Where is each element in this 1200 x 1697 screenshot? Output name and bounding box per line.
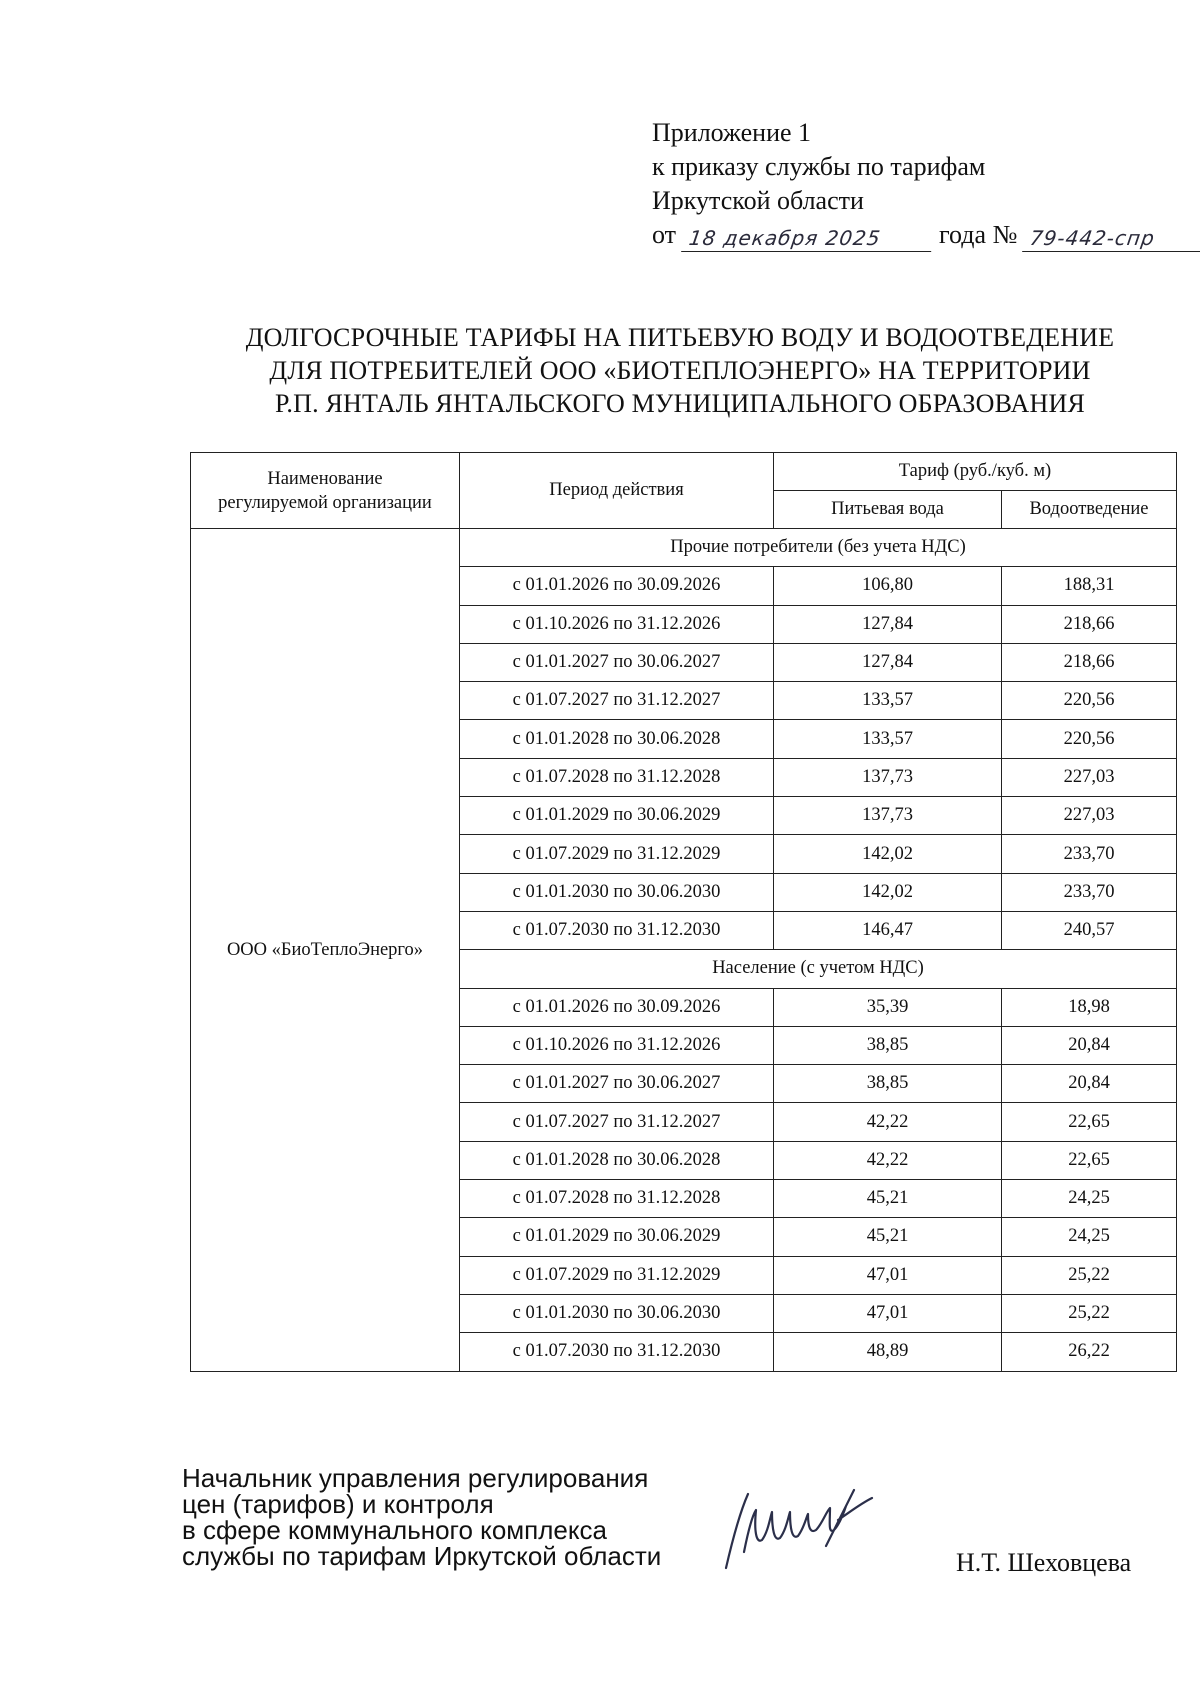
title-line-3: Р.П. ЯНТАЛЬ ЯНТАЛЬСКОГО МУНИЦИПАЛЬНОГО ОБРАЗОВАНИЯ	[274, 389, 1085, 418]
water-tariff-cell: 38,85	[774, 1065, 1002, 1103]
water-tariff-cell: 35,39	[774, 988, 1002, 1026]
period-cell: с 01.01.2029 по 30.06.2029	[460, 797, 774, 835]
title-line-1: ДОЛГОСРОЧНЫЕ ТАРИФЫ НА ПИТЬЕВУЮ ВОДУ И ВОДООТВЕДЕНИЕ	[245, 323, 1115, 352]
sewage-tariff-cell: 24,25	[1002, 1218, 1177, 1256]
sewage-tariff-cell: 233,70	[1002, 873, 1177, 911]
period-cell: с 01.01.2030 по 30.06.2030	[460, 873, 774, 911]
appendix-line-2: к приказу службы по тарифам	[652, 152, 986, 181]
order-reference	[652, 218, 1200, 252]
sewage-tariff-cell: 20,84	[1002, 1026, 1177, 1064]
water-tariff-cell: 146,47	[774, 911, 1002, 949]
period-cell: с 01.01.2029 по 30.06.2029	[460, 1218, 774, 1256]
period-cell: с 01.07.2027 по 31.12.2027	[460, 682, 774, 720]
header-org-line-2: регулируемой организации	[218, 492, 432, 513]
sewage-tariff-cell: 240,57	[1002, 911, 1177, 949]
sewage-tariff-cell: 22,65	[1002, 1103, 1177, 1141]
header-org-line-1: Наименование	[267, 468, 383, 489]
period-cell: с 01.10.2026 по 31.12.2026	[460, 1026, 774, 1064]
sewage-tariff-cell: 22,65	[1002, 1141, 1177, 1179]
water-tariff-cell: 38,85	[774, 1026, 1002, 1064]
signer-name: Н.Т. Шеховцева	[956, 1548, 1132, 1577]
section-label: Население (с учетом НДС)	[460, 950, 1177, 988]
header-sewage: Водоотведение	[1002, 491, 1177, 529]
sewage-tariff-cell: 188,31	[1002, 567, 1177, 605]
sewage-tariff-cell: 18,98	[1002, 988, 1177, 1026]
handwritten-order-number: 79-442-спр	[1022, 225, 1200, 252]
period-cell: с 01.01.2027 по 30.06.2027	[460, 1065, 774, 1103]
signer-position-line-1: Начальник управления регулирования	[182, 1463, 649, 1493]
sewage-tariff-cell: 233,70	[1002, 835, 1177, 873]
period-cell: с 01.07.2027 по 31.12.2027	[460, 1103, 774, 1141]
sewage-tariff-cell: 227,03	[1002, 797, 1177, 835]
water-tariff-cell: 142,02	[774, 835, 1002, 873]
sewage-tariff-cell: 25,22	[1002, 1294, 1177, 1332]
appendix-block	[652, 116, 1200, 252]
period-cell: с 01.01.2028 по 30.06.2028	[460, 1141, 774, 1179]
water-tariff-cell: 137,73	[774, 797, 1002, 835]
header-water: Питьевая вода	[774, 491, 1002, 529]
period-cell: с 01.01.2030 по 30.06.2030	[460, 1294, 774, 1332]
water-tariff-cell: 133,57	[774, 682, 1002, 720]
period-cell: с 01.01.2028 по 30.06.2028	[460, 720, 774, 758]
sewage-tariff-cell: 218,66	[1002, 643, 1177, 681]
period-cell: с 01.07.2028 по 31.12.2028	[460, 758, 774, 796]
sewage-tariff-cell: 25,22	[1002, 1256, 1177, 1294]
header-period: Период действия	[460, 453, 774, 529]
appendix-line-1: Приложение 1	[652, 118, 812, 147]
water-tariff-cell: 42,22	[774, 1103, 1002, 1141]
period-cell: с 01.07.2029 по 31.12.2029	[460, 1256, 774, 1294]
period-cell: с 01.07.2028 по 31.12.2028	[460, 1180, 774, 1218]
water-tariff-cell: 127,84	[774, 605, 1002, 643]
title-line-2: ДЛЯ ПОТРЕБИТЕЛЕЙ ООО «БИОТЕПЛОЭНЕРГО» НА ТЕРРИТОРИИ	[269, 356, 1091, 385]
sewage-tariff-cell: 20,84	[1002, 1065, 1177, 1103]
organization-cell: ООО «БиоТеплоЭнерго»	[191, 529, 460, 1372]
section-row	[191, 529, 1177, 567]
sewage-tariff-cell: 26,22	[1002, 1333, 1177, 1371]
sewage-tariff-cell: 220,56	[1002, 682, 1177, 720]
water-tariff-cell: 133,57	[774, 720, 1002, 758]
period-cell: с 01.07.2030 по 31.12.2030	[460, 1333, 774, 1371]
water-tariff-cell: 127,84	[774, 643, 1002, 681]
water-tariff-cell: 47,01	[774, 1256, 1002, 1294]
water-tariff-cell: 48,89	[774, 1333, 1002, 1371]
water-tariff-cell: 42,22	[774, 1141, 1002, 1179]
sewage-tariff-cell: 24,25	[1002, 1180, 1177, 1218]
tariff-table-body	[191, 529, 1177, 1372]
water-tariff-cell: 45,21	[774, 1180, 1002, 1218]
header-tariff: Тариф (руб./куб. м)	[774, 453, 1177, 491]
from-label: от	[652, 220, 677, 249]
water-tariff-cell: 45,21	[774, 1218, 1002, 1256]
tariff-table	[190, 452, 1177, 1372]
sewage-tariff-cell: 227,03	[1002, 758, 1177, 796]
sewage-tariff-cell: 220,56	[1002, 720, 1177, 758]
sewage-tariff-cell: 218,66	[1002, 605, 1177, 643]
signature-block	[182, 1465, 661, 1569]
document-title	[190, 321, 1170, 420]
year-number-label: года №	[939, 220, 1018, 249]
handwritten-signature	[718, 1482, 918, 1582]
signer-position-line-3: в сфере коммунального комплекса	[182, 1515, 607, 1545]
handwritten-date: 18 декабря 2025	[681, 225, 935, 252]
period-cell: с 01.10.2026 по 31.12.2026	[460, 605, 774, 643]
signer-position-line-2: цен (тарифов) и контроля	[182, 1489, 494, 1519]
water-tariff-cell: 137,73	[774, 758, 1002, 796]
period-cell: с 01.01.2026 по 30.09.2026	[460, 567, 774, 605]
appendix-line-3: Иркутской области	[652, 186, 864, 215]
signer-position-line-4: службы по тарифам Иркутской области	[182, 1541, 662, 1571]
period-cell: с 01.01.2026 по 30.09.2026	[460, 988, 774, 1026]
period-cell: с 01.07.2029 по 31.12.2029	[460, 835, 774, 873]
period-cell: с 01.07.2030 по 31.12.2030	[460, 911, 774, 949]
section-label: Прочие потребители (без учета НДС)	[460, 529, 1177, 567]
header-organization	[191, 453, 460, 529]
water-tariff-cell: 142,02	[774, 873, 1002, 911]
water-tariff-cell: 106,80	[774, 567, 1002, 605]
period-cell: с 01.01.2027 по 30.06.2027	[460, 643, 774, 681]
water-tariff-cell: 47,01	[774, 1294, 1002, 1332]
